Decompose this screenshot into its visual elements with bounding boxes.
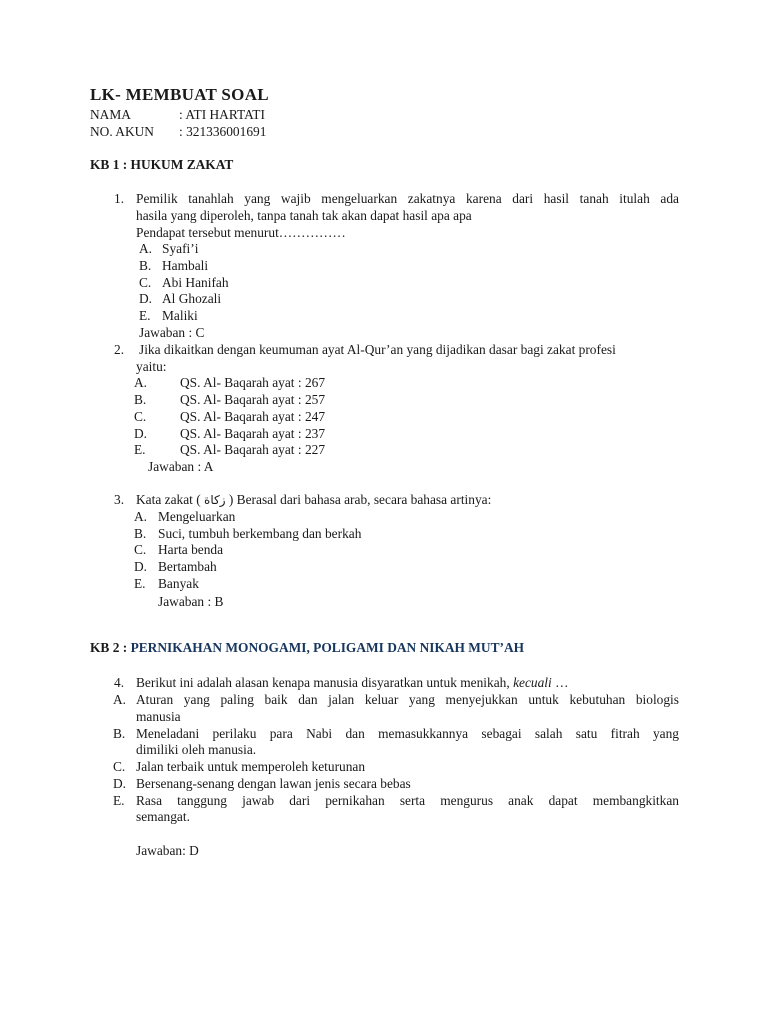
q3-arabic-word: زكاة [204, 493, 226, 507]
q1-option-text: Al Ghozali [162, 291, 222, 306]
q2-option-text: QS. Al- Baqarah ayat : 227 [180, 442, 326, 457]
q4-option-letter: D. [113, 776, 127, 791]
q4-option-line-1: Rasa tanggung jawab dari pernikahan serta mengurus anak dapat membangkitkan [136, 793, 679, 808]
q3-option-text: Mengeluarkan [158, 509, 236, 524]
q3-option-text: Bertambah [158, 559, 217, 574]
q4-option-letter: C. [113, 759, 126, 774]
q4-option-letter: E. [113, 793, 125, 808]
q1-option-text: Syafi’i [162, 241, 199, 256]
q2-option-letter: B. [134, 392, 147, 407]
q2-line-2: yaitu: [136, 359, 167, 374]
q3-text-before: Kata zakat ( [136, 492, 201, 507]
q2-option-text: QS. Al- Baqarah ayat : 237 [180, 426, 326, 441]
q2-number: 2. [114, 342, 125, 357]
q4-answer: Jawaban: D [136, 843, 199, 858]
q3-option-letter: E. [134, 576, 146, 591]
q2-option-text: QS. Al- Baqarah ayat : 247 [180, 409, 326, 424]
q4-option-line-2: manusia [136, 709, 181, 724]
q1-option-letter: C. [139, 275, 152, 290]
q3-text-after: ) Berasal dari bahasa arab, secara bahasa artinya: [228, 492, 492, 507]
q3-option-text: Harta benda [158, 542, 224, 557]
q4-option-letter: B. [113, 726, 126, 741]
q3-option-letter: C. [134, 542, 147, 557]
q4-option-letter: A. [113, 692, 127, 707]
akun-label: NO. AKUN [90, 124, 154, 139]
q1-answer: Jawaban : C [139, 325, 205, 340]
kb2-heading [90, 640, 524, 656]
q1-option-text: Hambali [162, 258, 209, 273]
akun-value: : 321336001691 [179, 124, 267, 139]
kb2-heading-title: PERNIKAHAN MONOGAMI, POLIGAMI DAN NIKAH MUT’AH [130, 640, 525, 655]
q2-answer: Jawaban : A [148, 459, 214, 474]
q4-ellipsis: … [551, 675, 569, 690]
q3-option-text: Suci, tumbuh berkembang dan berkah [158, 526, 362, 541]
q4-stem [136, 675, 568, 691]
q4-option-line-1: Meneladani perilaku para Nabi dan memasukkannya sebagai salah satu fitrah yang [136, 726, 679, 741]
q1-number: 1. [114, 191, 125, 206]
q4-option-line-2: semangat. [136, 809, 190, 824]
q1-option-letter: B. [139, 258, 152, 273]
q1-option-text: Abi Hanifah [162, 275, 229, 290]
nama-value: : ATI HARTATI [179, 107, 265, 122]
q1-line-1: Pemilik tanahlah yang wajib mengeluarkan zakatnya karena dari hasil tanah itulah ada [136, 191, 679, 206]
q3-option-letter: A. [134, 509, 148, 524]
q1-line-2: hasila yang diperoleh, tanpa tanah tak akan dapat hasil apa apa [136, 208, 472, 223]
q1-option-letter: E. [139, 308, 151, 323]
q4-emphasis: kecuali [513, 675, 552, 690]
q2-option-text: QS. Al- Baqarah ayat : 267 [180, 375, 326, 390]
q3-number: 3. [114, 492, 125, 507]
q2-option-letter: A. [134, 375, 148, 390]
q4-option-line-1: Aturan yang paling baik dan jalan keluar yang menyejukkan untuk kebutuhan biologis [136, 692, 679, 707]
q4-option-line-2: dimiliki oleh manusia. [136, 742, 257, 757]
q1-option-letter: A. [139, 241, 153, 256]
q4-text: Berikut ini adalah alasan kenapa manusia disyaratkan untuk menikah, [136, 675, 510, 690]
q3-option-text: Banyak [158, 576, 199, 591]
q2-line-1: Jika dikaitkan dengan keumuman ayat Al-Qur’an yang dijadikan dasar bagi zakat profesi [139, 342, 616, 357]
kb1-heading: KB 1 : HUKUM ZAKAT [90, 157, 234, 172]
q4-number: 4. [114, 675, 125, 690]
q4-option-line-1: Jalan terbaik untuk memperoleh keturunan [136, 759, 366, 774]
document-title: LK- MEMBUAT SOAL [90, 85, 269, 104]
kb2-heading-prefix: KB 2 : [90, 640, 128, 655]
q1-option-text: Maliki [162, 308, 198, 323]
nama-label: NAMA [90, 107, 131, 122]
q3-option-letter: B. [134, 526, 147, 541]
q3-stem [136, 492, 491, 508]
q3-answer: Jawaban : B [158, 594, 224, 609]
q4-option-line-1: Bersenang-senang dengan lawan jenis secara bebas [136, 776, 411, 791]
q2-option-letter: E. [134, 442, 146, 457]
q1-line-3: Pendapat tersebut menurut…………… [136, 225, 346, 240]
q2-option-text: QS. Al- Baqarah ayat : 257 [180, 392, 326, 407]
q1-option-letter: D. [139, 291, 153, 306]
q2-option-letter: D. [134, 426, 148, 441]
q3-option-letter: D. [134, 559, 148, 574]
q2-option-letter: C. [134, 409, 147, 424]
